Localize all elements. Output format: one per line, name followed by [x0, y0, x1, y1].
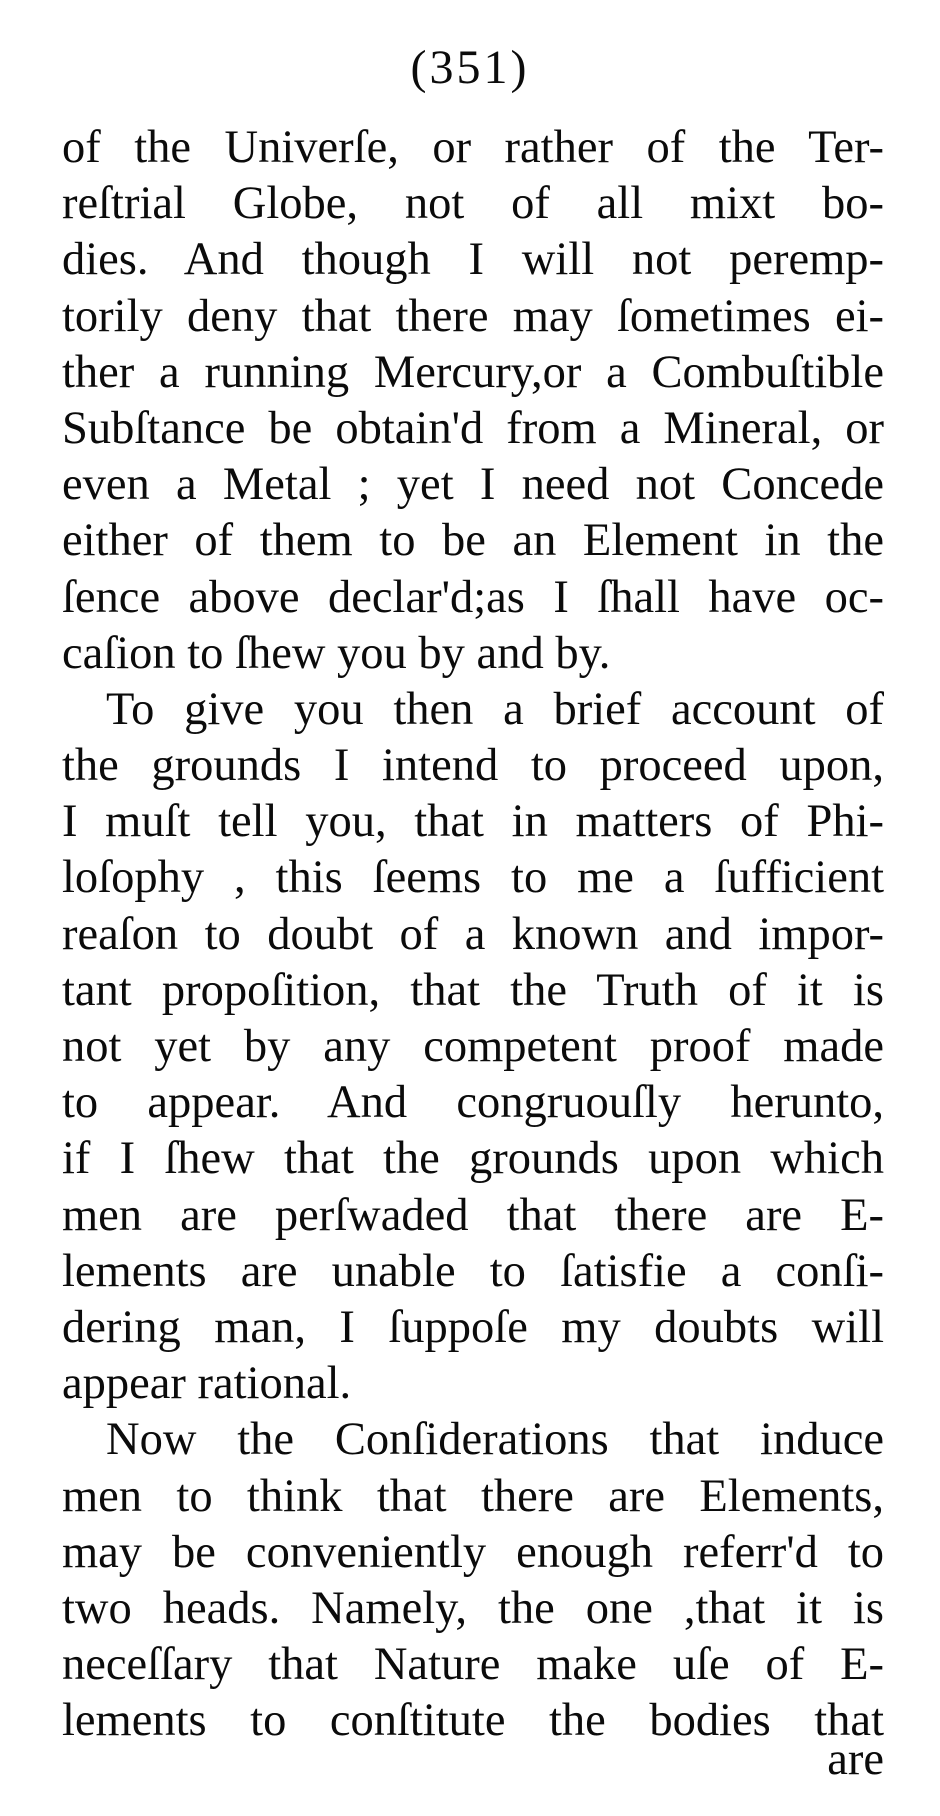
text-line: torily deny that there may ſometimes ei-	[62, 290, 884, 342]
text-line: even a Metal ; yet I need not Concede	[62, 459, 884, 511]
text-line: two heads. Namely, the one ,that it is	[62, 1582, 884, 1634]
catchword: are	[827, 1734, 884, 1785]
text-line: if I ſhew that the grounds upon which	[62, 1133, 884, 1185]
text-line: Subſtance be obtain'd from a Mineral, or	[62, 402, 884, 454]
text-line: tant propoſition, that the Truth of it is	[62, 964, 884, 1016]
text-line: men to think that there are Elements,	[62, 1470, 884, 1522]
text-line: loſophy , this ſeems to me a ſufficient	[62, 852, 884, 904]
page-number: (351)	[410, 41, 530, 94]
text-line: appear rational.	[62, 1358, 352, 1410]
text-line: either of them to be an Element in the	[62, 515, 884, 567]
text-line: ther a running Mercury,or a Combuſtible	[62, 346, 884, 398]
text-line: the grounds I intend to proceed upon,	[62, 740, 884, 792]
text-line: lements to conſtitute the bodies that	[62, 1695, 884, 1747]
text-line: Now the Conſiderations that induce	[106, 1414, 884, 1466]
text-line: dies. And though I will not peremp-	[62, 234, 884, 286]
text-line: reſtrial Globe, not of all mixt bo-	[62, 178, 884, 230]
text-line: caſion to ſhew you by and by.	[62, 627, 611, 679]
body-text	[62, 120, 884, 1749]
text-line: ſence above declar'd;as I ſhall have oc-	[62, 571, 884, 623]
text-line: lements are unable to ſatisfie a conſi-	[62, 1245, 884, 1297]
text-line: of the Univerſe, or rather of the Ter-	[62, 122, 884, 173]
paragraph	[62, 1412, 884, 1749]
text-line: reaſon to doubt of a known and impor-	[62, 908, 884, 960]
text-line: I muſt tell you, that in matters of Phi-	[62, 796, 884, 848]
paragraph	[62, 120, 884, 682]
text-line: To give you then a brief account of	[106, 683, 884, 735]
text-line: not yet by any competent proof made	[62, 1021, 884, 1072]
text-line: may be conveniently enough referr'd to	[62, 1526, 884, 1578]
text-line: dering man, I ſuppoſe my doubts will	[62, 1301, 884, 1353]
text-line: to appear. And congruouſly herunto,	[62, 1077, 884, 1129]
paragraph	[62, 682, 884, 1412]
text-line: men are perſwaded that there are E-	[62, 1189, 884, 1241]
text-line: neceſſary that Nature make uſe of E-	[62, 1639, 884, 1691]
